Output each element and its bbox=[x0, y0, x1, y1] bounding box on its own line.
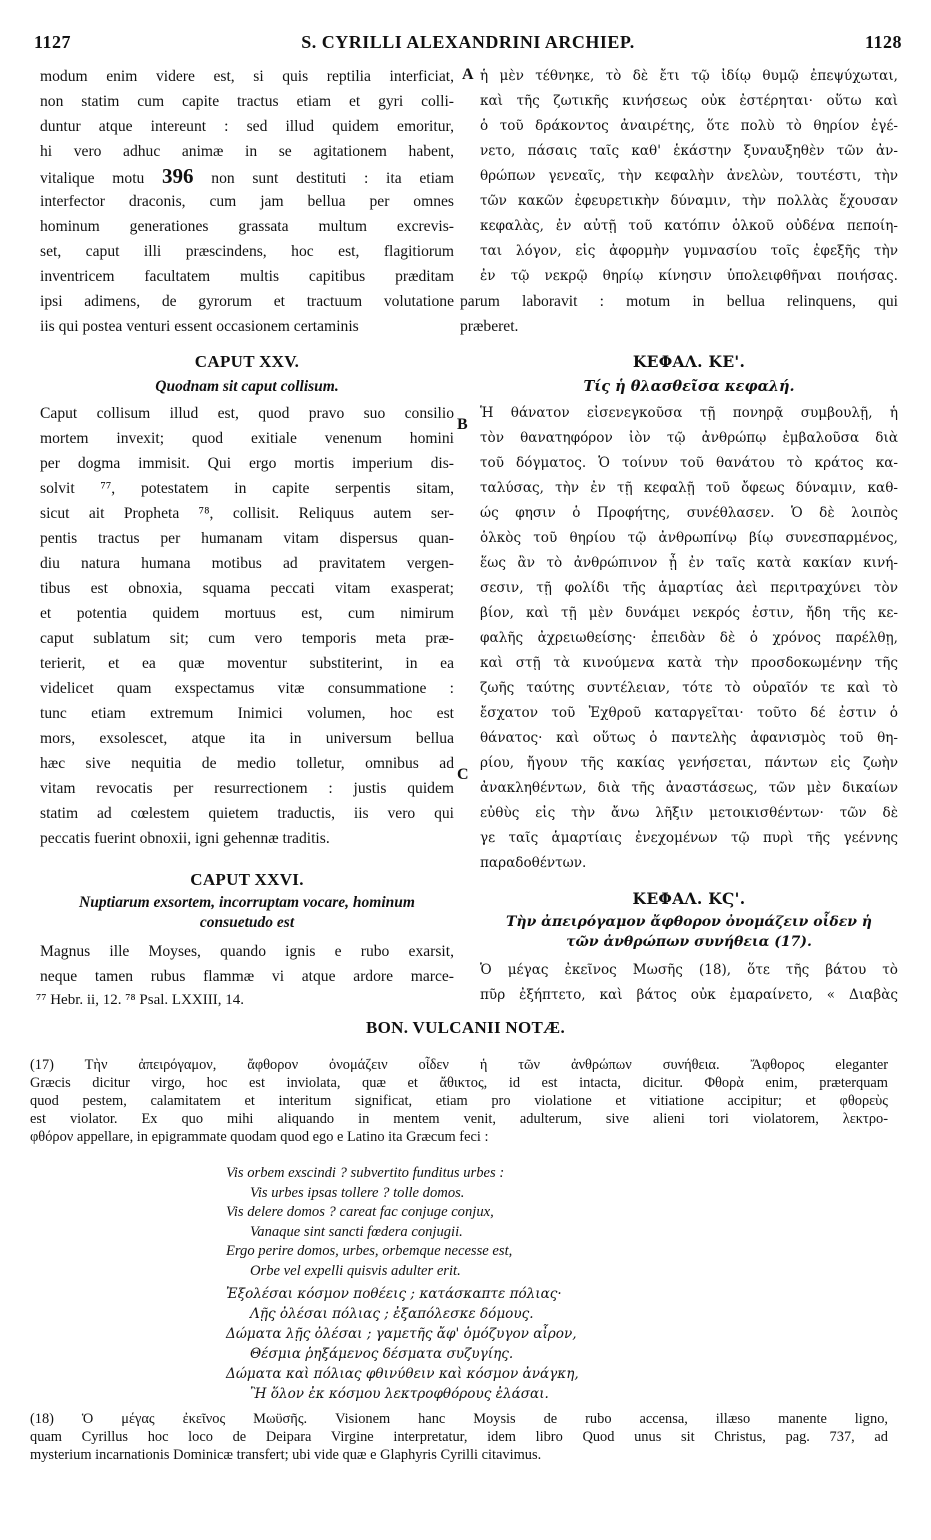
chapter-title: ΚΕΦΑΛ. ΚϚ'. bbox=[632, 889, 746, 908]
margin-letter-a: A bbox=[462, 66, 474, 83]
poem-line: Vis delere domos ? careat fac conjuge conjux, bbox=[226, 1204, 494, 1220]
latin-epigram bbox=[226, 1164, 512, 1281]
chapter-subtitle: consuetudo est bbox=[199, 914, 295, 931]
text-line: statim ad cœlestem quietem traductis, iis vero qui bbox=[40, 805, 454, 822]
note-18 bbox=[30, 1410, 888, 1464]
text-line: ται λόγον, εἰς ἀφορμὴν γυμνασίου τοῖς ἐφεξῆς τὴν bbox=[480, 243, 898, 259]
text-line: duntur atque intereunt : sed illud quidem emoritur, bbox=[40, 118, 454, 135]
text-line: ἀνακληθέντων, διὰ τῆς ἀναστάσεως, τῶν μὲν δικαίων bbox=[480, 780, 898, 796]
text-line bbox=[40, 164, 454, 189]
poem-line: Vanaque sint sancti fœdera conjugii. bbox=[250, 1223, 463, 1240]
column-number: 396 bbox=[162, 164, 194, 188]
text-line: non statim cum capite tractus etiam et gyri colli- bbox=[40, 93, 454, 110]
text-line: tunc etiam extremum Inimici volumen, hoc est bbox=[40, 705, 454, 722]
note-line: quam Cyrillus hoc loco de Deipara Virgine interpretatur, idem libro Quod unus sit Christus, pag. 737, ad bbox=[30, 1429, 888, 1445]
text-line: pentis tractus per humanam vitam dispersus quan- bbox=[40, 530, 454, 547]
page-number-left: 1127 bbox=[34, 32, 72, 52]
text-line: mortem invexit; quod exitiale venenum homini bbox=[40, 430, 454, 447]
text-line: diu natura humana motibus ad pravitatem vergen- bbox=[40, 555, 454, 572]
chapter-title: CAPUT XXV. bbox=[194, 352, 300, 371]
text-line: τοῦ δόγματος. Ὁ τοίνυν τοῦ θανάτου τὸ κράτος κα- bbox=[480, 455, 898, 471]
text-line: σεσιν, τῇ φολίδι τῆς ἁμαρτίας ἀεὶ περιτραχύνει τὸν bbox=[480, 580, 898, 596]
text-line: hominum generationes grassata multum excrevis- bbox=[40, 218, 454, 235]
text-line: tibus est obnoxia, squama peccati vitam exasperat; bbox=[40, 580, 454, 597]
text-line: ὁλκὸς τοῦ θηρίου τῷ ἀνθρωπίνῳ βίῳ συνεσπαρμένος, bbox=[480, 530, 898, 546]
text-line: γε ταῖς ἁμαρτίαις ἐνεχομένων τῷ πυρὶ τῆς γεέννης bbox=[480, 830, 898, 846]
text-line: caput sublatum sit; cum vero temporis meta præ- bbox=[40, 630, 454, 647]
latin-column bbox=[40, 64, 454, 989]
text-line: peccatis fuerint obnoxii, igni gehennæ traditis. bbox=[40, 830, 330, 847]
text-line: βίον, καὶ τῇ μὲν δυνάμει νεκρός ἐστιν, ἤδη τῆς κε- bbox=[480, 605, 898, 621]
text-line: ζωῆς ταύτης συντέλειαν, τότε τὸ οὐραῖόν τε καὶ τὸ bbox=[480, 680, 898, 696]
note-line: (17) Τὴν ἀπειρόγαμον, ἄφθορον ὀνομάζειν οἶδεν ἡ τῶν ἀνθρώπων συνήθεια. Ἄφθορος eleganter bbox=[30, 1057, 888, 1073]
note-line: φθόρον appellare, in epigrammate quodam quod ego e Latino ita Græcum feci : bbox=[30, 1129, 489, 1145]
greek-epigram bbox=[226, 1284, 579, 1404]
note-line: Græcis dicitur virgo, hoc est inviolata, quæ et ἄθικτος, id est intacta, dicitur. Φθορὰ enim, præterquam bbox=[30, 1075, 888, 1091]
text-line: interfector draconis, cum jam bellua per omnes bbox=[40, 193, 454, 210]
text-line: ipsi adimens, de gyrorum et tractuum volutatione bbox=[40, 293, 454, 310]
chapter-title: ΚΕΦΑΛ. ΚΕ'. bbox=[632, 352, 746, 371]
chapter-title: CAPUT XXVI. bbox=[190, 870, 304, 889]
text-line: sicut ait Propheta ⁷⁸, collisit. Reliquus autem ser- bbox=[40, 505, 454, 522]
greek-column bbox=[460, 64, 898, 1008]
text-line: θάνατος· καὶ οὕτως ὁ παντελὴς ἀφανισμὸς τοῦ θη- bbox=[480, 730, 898, 746]
note-line: mysterium incarnationis Dominicæ transfert; ubi vide quæ e Glaphyris Cyrilli citavimus. bbox=[30, 1447, 542, 1463]
footnote-references: ⁷⁷ Hebr. ii, 12. ⁷⁸ Psal. LXXIII, 14. bbox=[36, 992, 244, 1008]
chapter-subtitle: Τὴν ἀπειρόγαμον ἄφθορον ὀνομάζειν οἶδεν ἡ bbox=[506, 914, 872, 930]
text-line: ἡ μὲν τέθνηκε, τὸ δὲ ἔτι τῷ ἰδίῳ θυμῷ ἐπεψύχωται, bbox=[480, 68, 898, 84]
text-line: ώς φησιν ὁ Προφήτης, συνέθλασεν. Ὁ δὲ λοιπὸς bbox=[480, 505, 898, 521]
text-line: ρίου, ἤγουν τῆς κακίας γενήσεται, πάντων εἰς ζωὴν bbox=[480, 755, 898, 771]
text-line: Magnus ille Moyses, quando ignis e rubo exarsit, bbox=[40, 943, 454, 960]
text-line: ἕως ἂν τὸ ἀνθρώπινον ᾖ ἐν ταῖς κατὰ κακίαν κινή- bbox=[480, 555, 898, 571]
text-line: ὁ τοῦ δράκοντος ἀναιρέτης, ὅτε πολὺ τὸ θηρίον ἐγέ- bbox=[480, 118, 898, 134]
chapter-subtitle: Τίς ἡ θλασθεῖσα κεφαλή. bbox=[583, 378, 795, 395]
text-line: hi vero adhuc animæ in se agitationem habent, bbox=[40, 143, 454, 160]
poem-line: Orbe vel expelli quisvis adulter erit. bbox=[250, 1262, 461, 1279]
text-line: præberet. bbox=[460, 318, 519, 335]
chapter-subtitle: Quodnam sit caput collisum. bbox=[155, 378, 339, 395]
text-line: neque tamen rubus flammæ vi atque ardore marce- bbox=[40, 968, 454, 985]
text-line: νετο, πάσαις ταῖς καθ' ἑκάστην ξυναυξηθὲν τῶν ἀν- bbox=[480, 143, 898, 159]
chapter-subtitle: τῶν ἀνθρώπων συνήθεια (17). bbox=[566, 934, 812, 950]
note-line: est violator. Ex quo mihi aliquando in mentem venit, adulterum, sive alieni tori violatorem, λεκτρο- bbox=[30, 1111, 888, 1127]
note-line: quod pestem, calamitatem et interitum significat, etiam pro violatione et vitiatione accipitur; et φθορεὺς bbox=[30, 1093, 888, 1109]
text-line: παραδοθέντων. bbox=[480, 855, 587, 871]
poem-line: Δώματα καὶ πόλιας φθινύθειν καὶ κόσμον ἀνάγκη, bbox=[226, 1366, 579, 1382]
margin-letter-b: B bbox=[457, 416, 468, 433]
text-line: iis qui postea venturi essent occasionem certaminis bbox=[40, 318, 359, 335]
text-line: Ἡ θάνατον εἰσενεγκοῦσα τῇ πονηρᾷ συμβουλῇ, ἡ bbox=[480, 405, 898, 421]
running-title: S. CYRILLI ALEXANDRINI ARCHIEP. bbox=[301, 32, 635, 52]
text-line: videlicet quam exspectamus vitæ consummatione : bbox=[40, 680, 454, 697]
text-line: κεφαλὰς, ἐν αὐτῇ τοῦ κατόπιν ὁλκοῦ οὐδένα πεποίη- bbox=[480, 218, 898, 234]
text-line: mors, exsolescet, atque ita in universum bellua bbox=[40, 730, 454, 747]
chapter-subtitle: Nuptiarum exsortem, incorruptam vocare, hominum bbox=[79, 894, 415, 911]
text-line: modum enim videre est, si quis reptilia interficiat, bbox=[40, 68, 454, 85]
text-line: terierit, et ea quæ moventur substiterint, in ea bbox=[40, 655, 454, 672]
note-line: (18) Ὁ μέγας ἐκεῖνος Μωϋσῆς. Visionem hanc Moysis de rubo accensa, illæso manente ligno, bbox=[30, 1411, 888, 1427]
text-line: per dogma immisit. Qui ergo mortis imperium dis- bbox=[40, 455, 454, 472]
page-number-right: 1128 bbox=[864, 32, 902, 52]
text-line: καὶ στῇ τὰ κινούμενα κατὰ τὴν προσδοκωμένην τῆς bbox=[480, 655, 898, 671]
poem-line: Ἐξολέσαι κόσμον ποθέεις ; κατάσκαπτε πόλιας· bbox=[226, 1286, 562, 1302]
text-line: set, caput illi præscindens, hoc est, flagitiorum bbox=[40, 243, 454, 260]
text-line: φαλῆς ἀχρειωθείσης· ἐπειδὰν δὲ ὁ χρόνος παρέλθῃ, bbox=[480, 630, 898, 646]
poem-line: Θέσμια ῥηξάμενος δέσματα συζυγίης. bbox=[250, 1346, 514, 1362]
note-17 bbox=[30, 1056, 888, 1146]
text-line: τῶν κακῶν ἐφευρετικὴν δύναμιν, τὴν πολλὰς ἔχουσαν bbox=[480, 193, 898, 209]
text-fragment: vitalique motu bbox=[40, 170, 145, 187]
text-line: θρώπων γενεαῖς, τὴν κεφαλὴν ἀνελὼν, τουτέστι, τὴν bbox=[480, 168, 898, 184]
poem-line: Δώματα λῇς ὀλέσαι ; γαμετῆς ἄφ' ὁμόζυγον αἶρον, bbox=[226, 1326, 577, 1342]
text-line: hæc sive nequitia de medio tolletur, omnibus ad bbox=[40, 755, 454, 772]
text-line: parum laboravit : motum in bellua relinquens, qui bbox=[460, 293, 898, 310]
notes-title: BON. VULCANII NOTÆ. bbox=[365, 1018, 566, 1037]
text-line: Ὁ μέγας ἐκεῖνος Μωσῆς (18), ὅτε τῆς βάτου τὸ bbox=[480, 962, 898, 978]
margin-letter-c: C bbox=[457, 766, 469, 783]
text-line: ἔσχατον τοῦ Ἐχθροῦ καταργεῖται· τοῦτο δέ ἐστιν ὁ bbox=[480, 705, 898, 721]
poem-line: Ἢ ὅλον ἐκ κόσμου λεκτροφθόρους ἐλάσαι. bbox=[250, 1386, 549, 1402]
text-line: τὸν θανατηφόρον ἰὸν τῷ ἀνθρώπῳ ἐμβαλοῦσα διὰ bbox=[480, 430, 898, 446]
text-line: πῦρ ἐξήπτετο, καὶ βάτος οὐκ ἐμαραίνετο, « Διαβὰς bbox=[480, 987, 898, 1003]
text-line: vitam revocatis per resurrectionem : justis quidem bbox=[40, 780, 454, 797]
text-line: καὶ τῆς ζωτικῆς κινήσεως οὐκ ἐστέρηται· οὕτω καὶ bbox=[480, 93, 898, 109]
poem-line: Vis orbem exscindi ? subvertito funditus urbes : bbox=[226, 1165, 505, 1181]
text-line: ἐν τῷ νεκρῷ θηρίῳ κίνησιν ὑπολειφθῆναι ποιήσας. bbox=[480, 268, 898, 284]
poem-line: Ergo perire domos, urbes, orbemque necesse est, bbox=[226, 1243, 513, 1259]
text-line: inventricem facultatem multis capitibus præditam bbox=[40, 268, 454, 285]
page-header bbox=[34, 32, 902, 56]
poem-line: Λῇς ὀλέσαι πόλιας ; ἐξαπόλεσκε δόμους. bbox=[250, 1306, 534, 1322]
text-line: εὐθὺς εἰς τὴν ἄνω λῆξιν μετοικισθέντων· τῶν δὲ bbox=[480, 805, 898, 821]
text-line: Caput collisum illud est, quod pravo suo consilio bbox=[40, 405, 454, 422]
text-line: ταλύσας, τὴν ἐν τῇ κεφαλῇ τοῦ ὄφεως δύναμιν, καθ- bbox=[480, 480, 898, 496]
poem-line: Vis urbes ipsas tollere ? tolle domos. bbox=[250, 1184, 465, 1201]
text-line: solvit ⁷⁷, potestatem in capite serpentis sitam, bbox=[40, 480, 454, 497]
text-fragment: non sunt destituti : ita etiam bbox=[211, 170, 454, 187]
text-line: et potentia quidem mortuus est, cum nimirum bbox=[40, 605, 454, 622]
